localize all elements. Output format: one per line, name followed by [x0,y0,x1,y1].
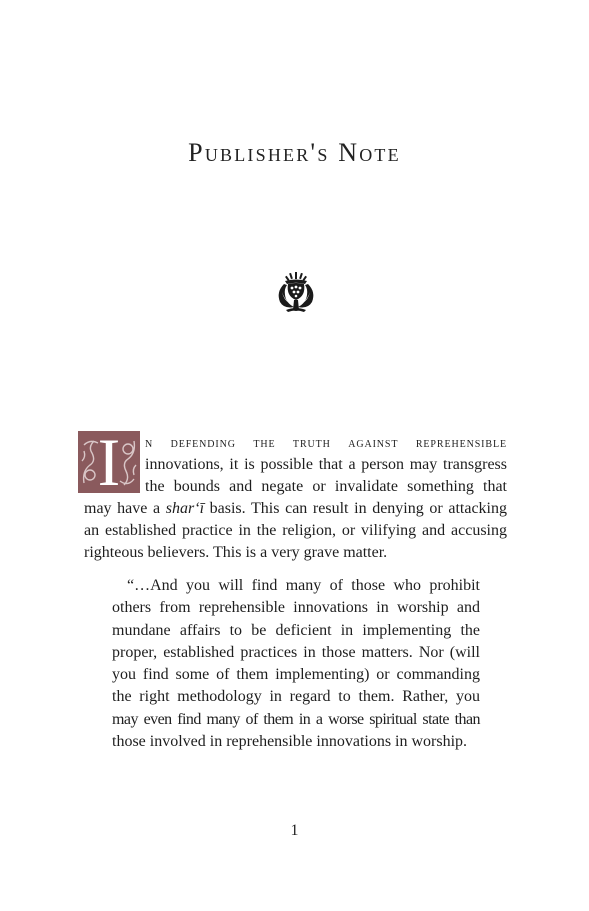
paragraph-line: righteous believers. This is a very grave matter. [84,544,388,561]
paragraph-line: the bounds and negate or invalidate something that [145,478,507,495]
paragraph-line: an established practice in the religion, or vilifying and accusing [84,522,507,539]
quote-line: others from reprehensible innovations in worship and [112,599,480,617]
quote-line: you find some of them implementing) or commanding [112,666,480,684]
page-number: 1 [290,822,299,839]
quote-line: may even find many of them in a worse spiritual state than [112,710,480,728]
page-title: Publisher's Note [188,138,401,167]
arabic-term: shar‘ī [165,500,205,517]
quote-line: mundane affairs to be deficient in implementing the [112,621,480,639]
block-quote [112,575,480,753]
thistle-icon [274,270,318,314]
line-text: may have a [84,500,166,517]
quote-line: proper, established practices in those matters. Nor (will [112,643,480,661]
quote-line: those involved in reprehensible innovations in worship. [112,733,468,751]
quote-line: “…And you will find many of those who prohibit [127,577,480,594]
body-paragraph [84,432,507,564]
quote-line: the right methodology in regard to them. Rather, you [112,688,480,706]
paragraph-line [84,498,507,520]
drop-cap-letter: I [97,431,121,493]
paragraph-line: innovations, it is possible that a person may transgress [145,456,507,473]
paragraph-line: n defending the truth against reprehensible [145,435,507,450]
line-text: basis. This can result in denying or attacking [204,500,507,517]
